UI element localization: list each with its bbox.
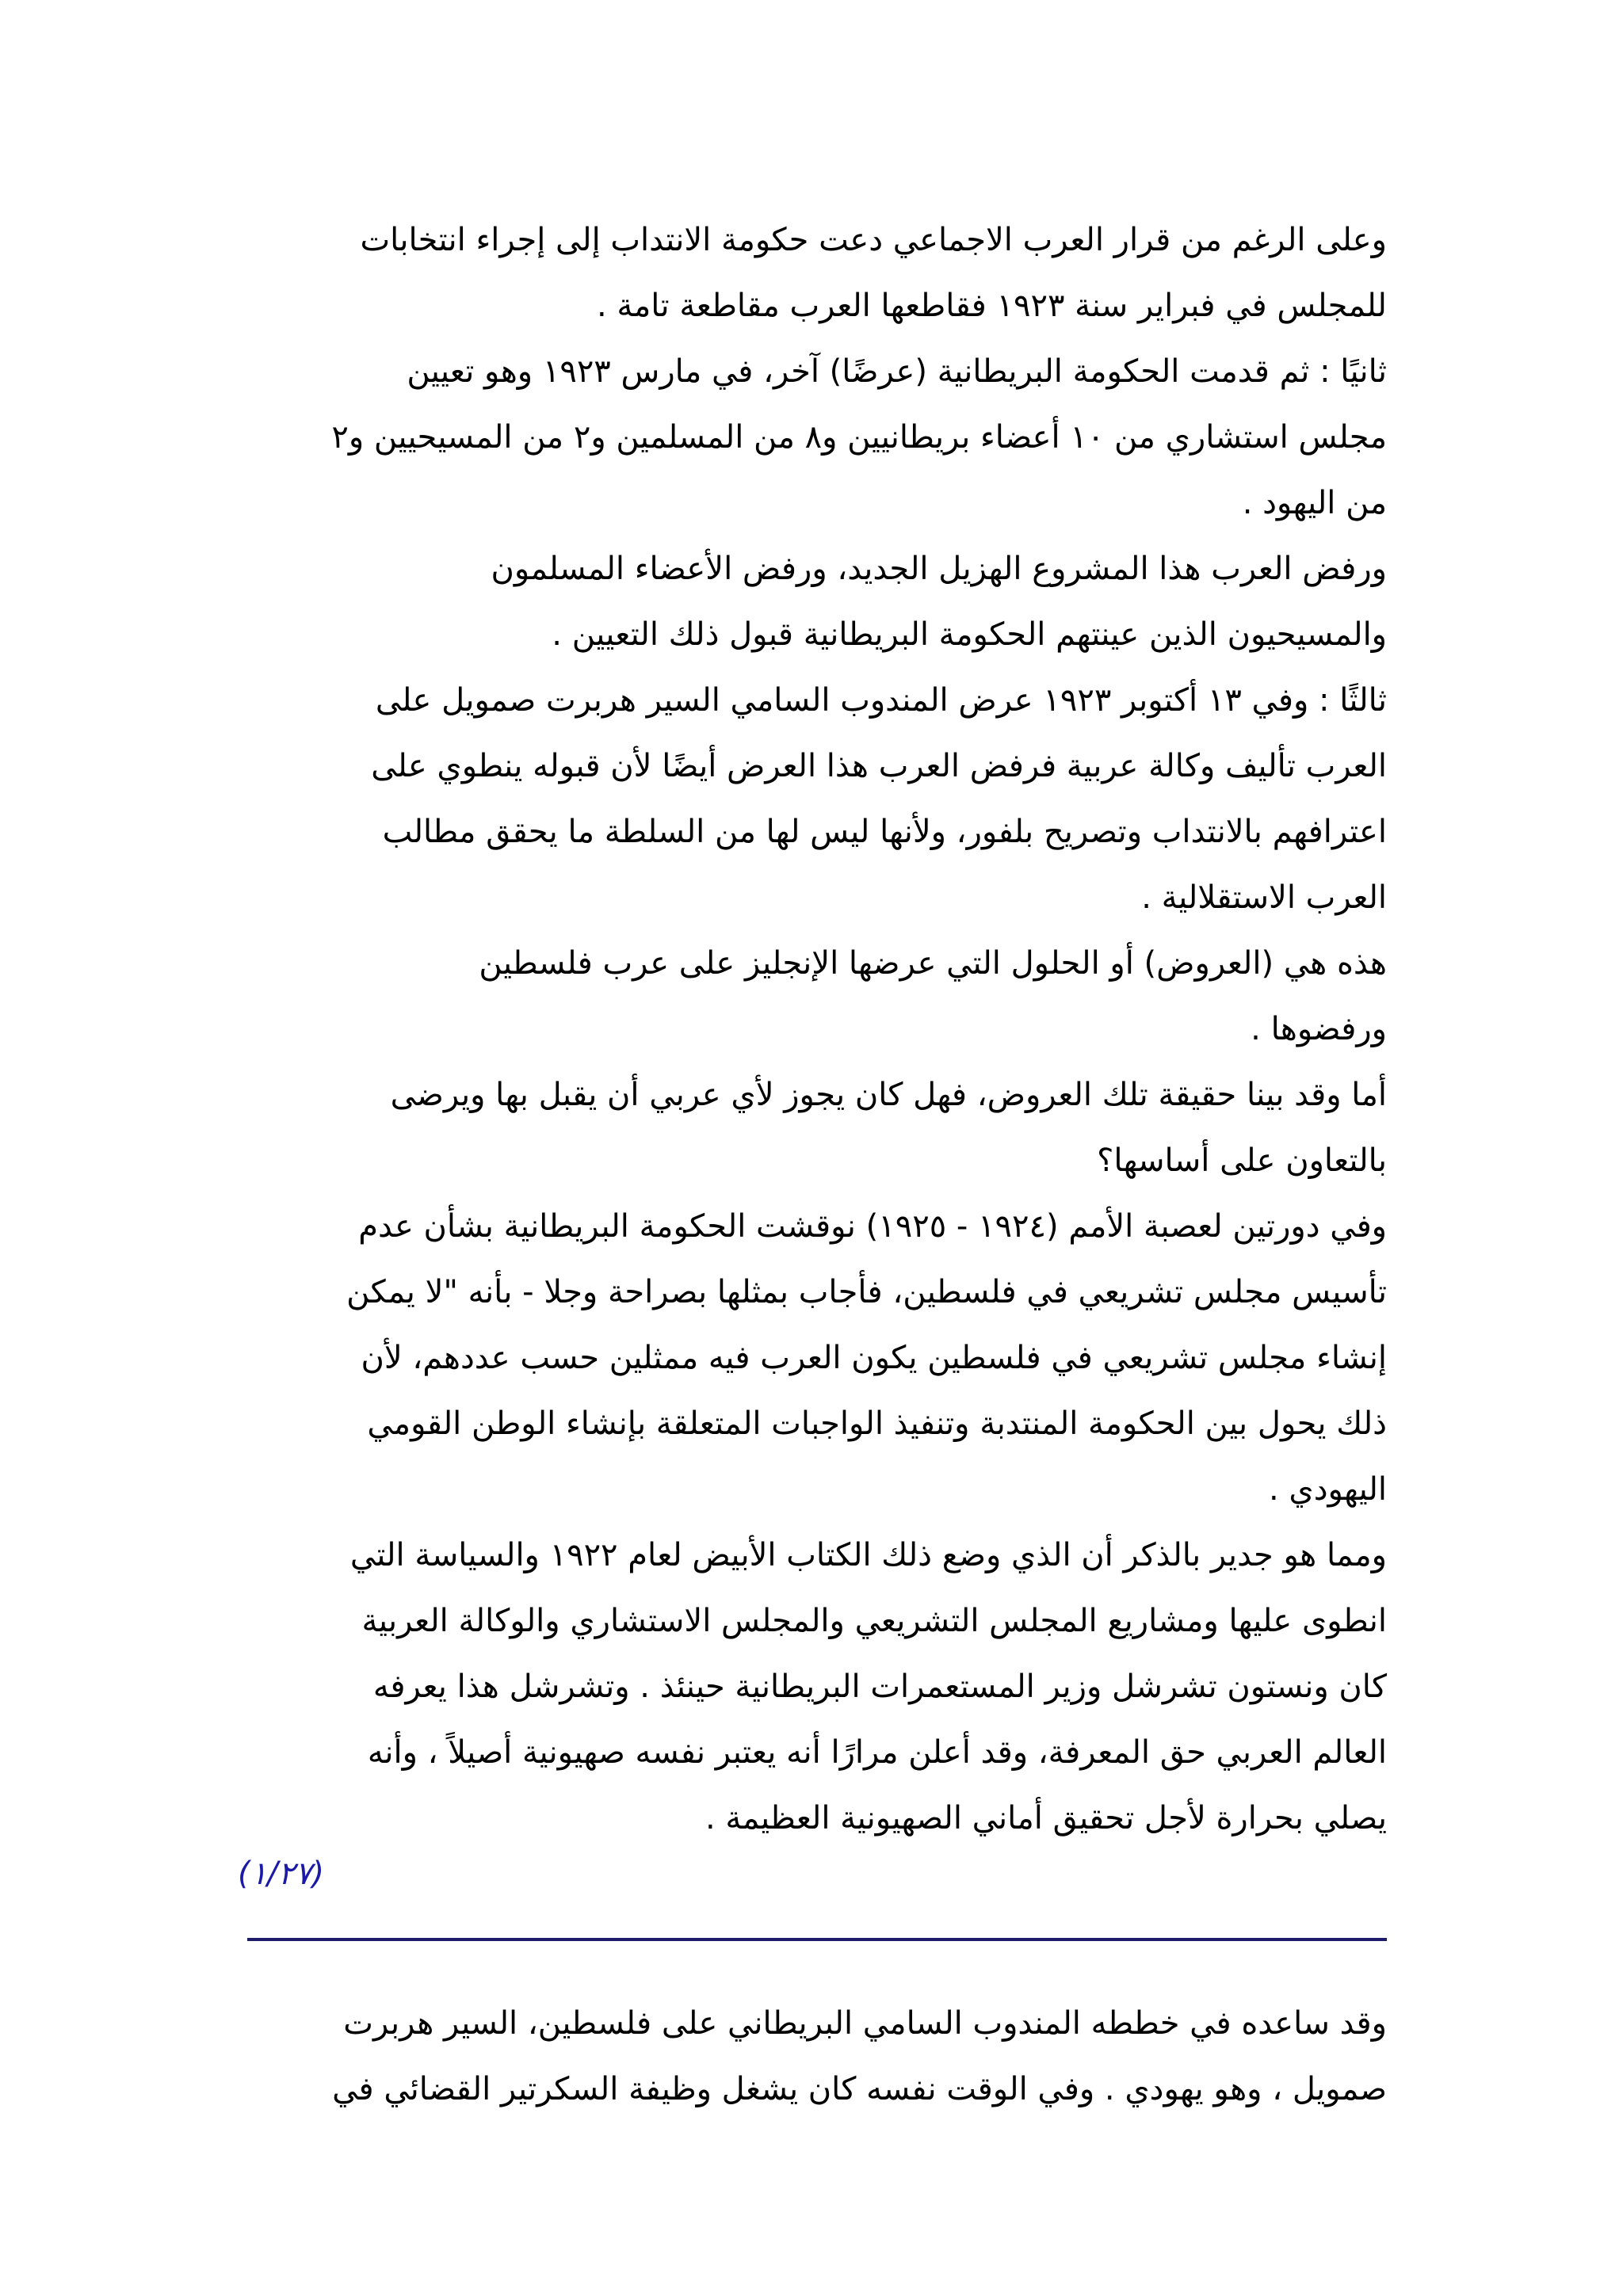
text-line: ورفضوها . <box>1251 1011 1387 1047</box>
text-line: إنشاء مجلس تشريعي في فلسطين يكون العرب فيه ممثلين حسب عددهم، لأن <box>361 1340 1387 1376</box>
text-line: ثانيًا : ثم قدمت الحكومة البريطانية (عرضًا) آخر، في مارس ١٩٢٣ وهو تعيين <box>407 353 1387 390</box>
text-line: أما وقد بينا حقيقة تلك العروض، فهل كان يجوز لأي عربي أن يقبل بها ويرضى <box>390 1077 1387 1113</box>
text-line: ذلك يحول بين الحكومة المنتدبة وتنفيذ الواجبات المتعلقة بإنشاء الوطن القومي <box>367 1405 1387 1442</box>
text-line: وعلى الرغم من قرار العرب الاجماعي دعت حكومة الانتداب إلى إجراء انتخابات <box>360 222 1387 258</box>
footnote-line: وقد ساعده في خططه المندوب السامي البريطاني على فلسطين، السير هربرت <box>343 2005 1387 2042</box>
paragraph <box>238 1194 1387 1523</box>
text-line: العرب الاستقلالية . <box>1141 879 1387 916</box>
text-line: بالتعاون على أساسها؟ <box>1097 1142 1387 1179</box>
footnote-text <box>238 1991 1387 2122</box>
text-line: يصلي بحرارة لأجل تحقيق أماني الصهيونية العظيمة . <box>705 1800 1387 1836</box>
text-line: والمسيحيون الذين عينتهم الحكومة البريطانية قبول ذلك التعيين . <box>552 616 1387 653</box>
text-line: تأسيس مجلس تشريعي في فلسطين، فأجاب بمثلها بصراحة وجلا - بأنه "لا يمكن <box>346 1274 1387 1310</box>
text-line: مجلس استشاري من ١٠ أعضاء بريطانيين و٨ من المسلمين و٢ من المسيحيين و٢ <box>331 419 1387 456</box>
text-line: وفي دورتين لعصبة الأمم (١٩٢٤ - ١٩٢٥) نوقشت الحكومة البريطانية بشأن عدم <box>358 1208 1387 1245</box>
paragraph <box>238 668 1387 931</box>
paragraph <box>238 931 1387 1062</box>
paragraph <box>238 339 1387 536</box>
text-line: للمجلس في فبراير سنة ١٩٢٣ فقاطعها العرب مقاطعة تامة . <box>596 288 1387 324</box>
text-line: ورفض العرب هذا المشروع الهزيل الجديد، ورفض الأعضاء المسلمون <box>491 551 1387 587</box>
text-line: كان ونستون تشرشل وزير المستعمرات البريطانية حينئذ . وتشرشل هذا يعرفه <box>372 1669 1387 1705</box>
text-line: انطوى عليها ومشاريع المجلس التشريعي والمجلس الاستشاري والوكالة العربية <box>361 1603 1387 1639</box>
text-line: هذه هي (العروض) أو الحلول التي عرضها الإنجليز على عرب فلسطين <box>479 945 1387 982</box>
text-line: اليهودي . <box>1268 1471 1387 1508</box>
footnote-divider <box>247 1938 1387 1941</box>
paragraph <box>238 536 1387 668</box>
paragraph <box>238 208 1387 339</box>
text-line: اعترافهم بالانتداب وتصريح بلفور، ولأنها ليس لها من السلطة ما يحقق مطالب <box>382 814 1387 850</box>
page-reference: (١/٢٧) <box>238 1855 325 1892</box>
text-line: من اليهود . <box>1242 485 1387 521</box>
footnote-paragraph <box>238 1991 1387 2122</box>
paragraph <box>238 1062 1387 1194</box>
text-line: ثالثًا : وفي ١٣ أكتوبر ١٩٢٣ عرض المندوب السامي السير هربرت صمويل على <box>375 682 1387 719</box>
text-line: العرب تأليف وكالة عربية فرفض العرب هذا العرض أيضًا لأن قبوله ينطوي على <box>371 748 1387 784</box>
main-text <box>238 208 1387 1852</box>
text-line: العالم العربي حق المعرفة، وقد أعلن مرارًا أنه يعتبر نفسه صهيونية أصيلاً ، وأنه <box>367 1734 1387 1771</box>
paragraph <box>238 1523 1387 1852</box>
footnote-line: صمويل ، وهو يهودي . وفي الوقت نفسه كان يشغل وظيفة السكرتير القضائي في <box>332 2071 1387 2107</box>
text-line: ومما هو جدير بالذكر أن الذي وضع ذلك الكتاب الأبيض لعام ١٩٢٢ والسياسة التي <box>349 1537 1387 1573</box>
